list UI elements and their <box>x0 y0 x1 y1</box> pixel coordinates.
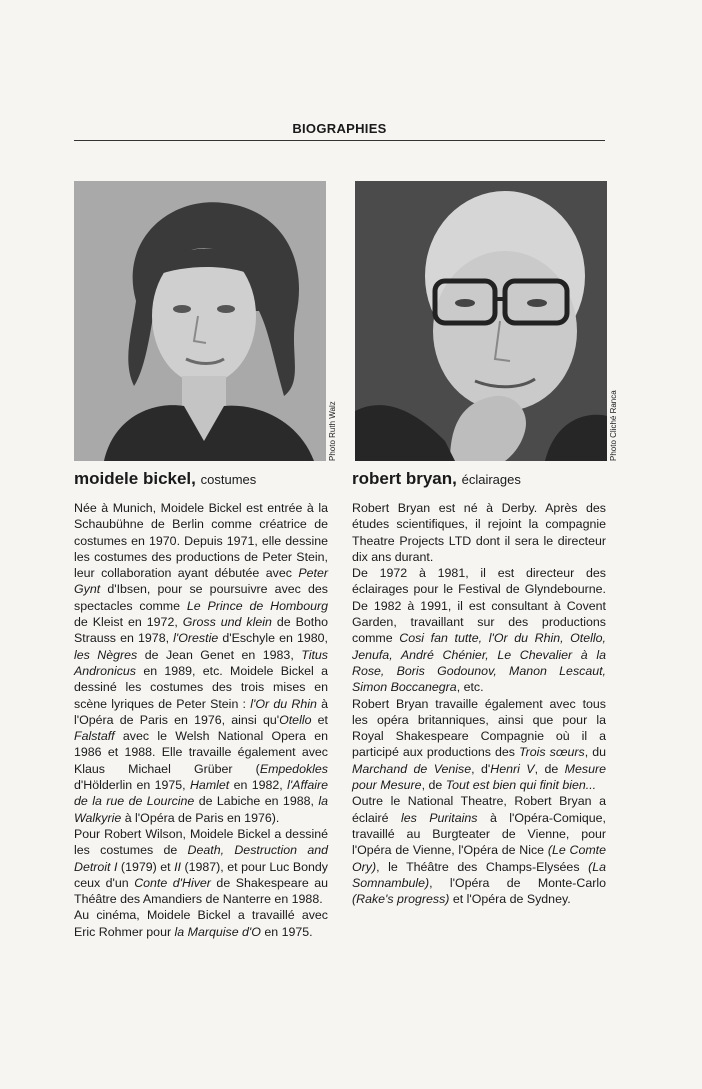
bio-text: , etc. <box>456 680 484 695</box>
bio-paragraph <box>352 793 606 907</box>
bio-text: de Shakespeare au Théâtre des Amandiers de Nanterre en 1988. <box>74 875 328 907</box>
work-title: Hamlet <box>189 778 230 793</box>
work-title: Empedokles <box>259 761 328 776</box>
work-title: Gross und klein <box>182 615 272 630</box>
work-title: Mesure pour Mesure <box>352 761 606 793</box>
bio-text: , l'Opéra de Monte-Carlo <box>429 875 606 890</box>
work-title: Marchand de Venise <box>352 761 472 776</box>
bio-text: , d' <box>471 761 491 776</box>
work-title: Titus Andronicus <box>74 647 328 678</box>
bio-text: , de <box>421 778 446 793</box>
person-name: moidele bickel, <box>74 469 196 488</box>
work-title: Le Prince de Hombourg <box>186 598 329 613</box>
bio-text: Outre le National Theatre, Robert Bryan a éclairé <box>352 794 606 825</box>
person-role: éclairages <box>461 472 521 487</box>
bio-text: à l'Opéra-Comique, travaillé au Burgteater de Vienne, pour l'Opéra de Vienne, l'Opéra de Nice <box>352 810 606 858</box>
section-title: BIOGRAPHIES <box>292 121 387 136</box>
bio-text: Au cinéma, Moidele Bickel a travaillé avec Eric Rohmer pour <box>74 908 328 939</box>
bio-text: Pour Robert Wilson, Moidele Bickel a dessiné les costumes de <box>74 826 328 858</box>
work-title: Henri V <box>490 761 535 776</box>
work-title: II <box>174 859 181 874</box>
work-title: Cosi fan tutte, l'Or du Rhin, Otello, Jenufa, André Chénier, Le Chevalier à la Rose, Boris Godounov, Manon Lescaut, Simon Boccanegra <box>352 631 606 695</box>
work-title: la Marquise d'O <box>174 924 261 939</box>
bio-text: Robert Bryan travaille également avec tous les opéra britanniques, ainsi que pour la Royal Shakespeare Compagnie où il a participé aux productions des <box>352 696 606 760</box>
bio-paragraph <box>352 565 606 695</box>
photo-credit: Photo Ruth Walz <box>328 401 337 461</box>
bio-text: Née à Munich, Moidele Bickel est entrée à la Schaubühne de Berlin comme créatrice de costumes en 1970. Depuis 1971, elle dessine les costumes des productions de Peter Stein, leur collaboration ayant débutée avec <box>74 501 328 581</box>
bio-text: à l'Opéra de Paris en 1976, ainsi qu' <box>74 696 328 727</box>
bio-text: d'Ibsen, pour se poursuivre avec des spectacles comme <box>74 582 328 613</box>
work-title: la Walkyrie <box>74 794 329 825</box>
work-title: Tout est bien qui finit bien... <box>445 778 597 793</box>
portrait-robert-bryan <box>355 181 607 461</box>
bio-text: , le Théâtre des Champs-Elysées <box>376 859 589 874</box>
work-title: (Rake's progress) <box>352 892 450 907</box>
work-title: Trois sœurs <box>518 745 585 760</box>
biography-text <box>74 500 328 940</box>
portrait-moidele-bickel <box>74 181 326 461</box>
work-title: l'Affaire de la rue de Lourcine <box>74 778 328 809</box>
bio-text: (1979) et <box>117 859 175 874</box>
bio-text: de Kleist en 1972, <box>74 615 183 630</box>
work-title: les Nègres <box>74 647 138 662</box>
bio-text: d'Eschyle en 1980, <box>218 631 329 646</box>
bio-text: , de <box>534 761 565 776</box>
bio-text: à l'Opéra de Paris en 1976). <box>121 810 280 825</box>
bio-text: en 1975. <box>260 924 313 939</box>
work-title: Conte d'Hiver <box>134 875 211 890</box>
bio-text: , du <box>584 745 606 760</box>
photo-credit: Photo Cliché Ranca <box>609 390 618 461</box>
bio-text: avec le Welsh National Opera en 1986 et 1988. Elle travaille également avec Klaus Michael Grüber ( <box>74 729 328 776</box>
bio-paragraph <box>74 500 328 826</box>
person-heading <box>352 469 521 489</box>
bio-text: en 1989, etc. Moidele Bickel a dessiné les costumes des trois mises en scène lyriques de Peter Stein : <box>74 663 328 711</box>
bio-paragraph <box>74 826 328 907</box>
person-role: costumes <box>200 472 257 487</box>
bio-text: de Botho Strauss en 1978, <box>74 615 328 646</box>
bio-text: d'Hölderlin en 1975, <box>74 778 190 793</box>
bio-text: de Labiche en 1988, <box>194 794 319 809</box>
bio-paragraph <box>74 907 328 940</box>
bio-text: de Jean Genet en 1983, <box>137 647 302 662</box>
work-title: Otello <box>279 712 312 727</box>
work-title: l'Or du Rhin <box>250 696 317 711</box>
bio-text: et <box>311 712 328 727</box>
biography-text <box>352 500 606 907</box>
work-title: (La Somnambule) <box>352 859 606 890</box>
work-title: les Puritains <box>400 810 478 825</box>
bio-text: (1987), et pour Luc Bondy ceux d'un <box>74 859 328 890</box>
person-heading <box>74 469 256 489</box>
bio-text: De 1972 à 1981, il est directeur des éclairages pour le Festival de Glyndebourne. De 1982 à 1991, il est consultant à Covent Garden, travaillant sur des productions comme <box>352 566 606 646</box>
work-title: Peter Gynt <box>74 566 328 597</box>
bio-text: et l'Opéra de Sydney. <box>449 892 571 907</box>
work-title: l'Orestie <box>173 631 219 646</box>
header-rule <box>74 140 605 141</box>
work-title: (Le Comte Ory) <box>352 843 606 874</box>
bio-paragraph <box>352 500 606 565</box>
work-title: Death, Destruction and Detroit I <box>74 843 328 874</box>
work-title: Falstaff <box>74 729 115 744</box>
bio-paragraph <box>352 696 606 794</box>
bio-text: Robert Bryan est né à Derby. Après des études scientifiques, il rejoint la compagnie Theatre Projects LTD dont il sera le directeur dix ans durant. <box>352 501 606 564</box>
bio-text: en 1982, <box>229 778 288 793</box>
person-name: robert bryan, <box>352 469 457 488</box>
